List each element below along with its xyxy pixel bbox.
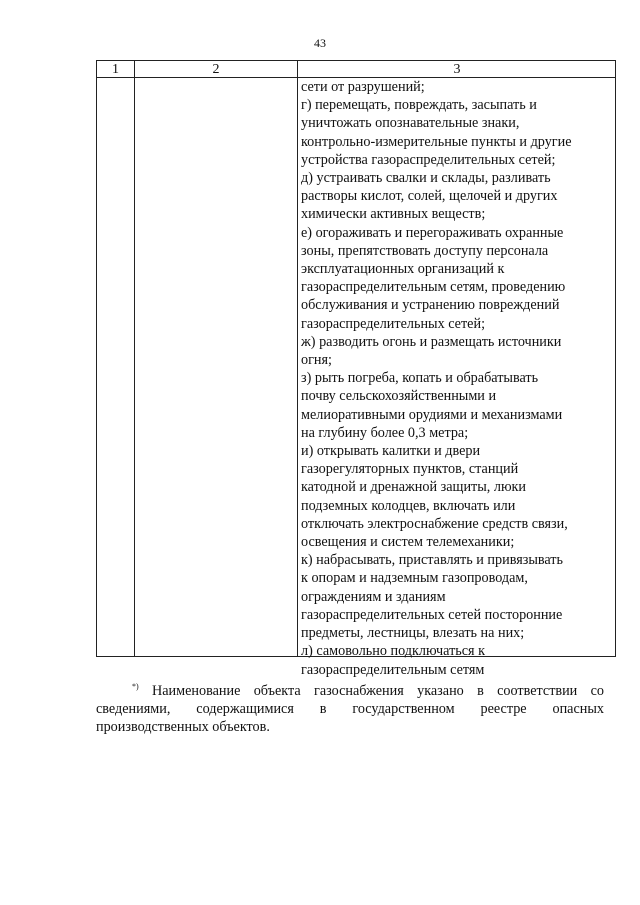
- requirements-table: [96, 60, 616, 678]
- text-line: контрольно-измерительные пункты и другие: [301, 133, 572, 150]
- text-line: предметы, лестницы, влезать на них;: [301, 625, 525, 642]
- text-line: г) перемещать, повреждать, засыпать и: [301, 97, 537, 114]
- text-line: газорегуляторных пунктов, станций: [301, 461, 519, 478]
- column-divider: [134, 61, 135, 656]
- column-header-3: 3: [453, 62, 461, 77]
- text-line: мелиоративными орудиями и механизмами: [301, 406, 563, 423]
- text-line: ж) разводить огонь и размещать источники: [301, 333, 562, 350]
- text-line: е) огораживать и перегораживать охранные: [301, 224, 564, 241]
- footnote-text: Наименование объекта газоснабжения указано в соответствии со сведениями, содержащимися в государственном реестре опасных производственных объектов.: [96, 683, 604, 735]
- text-line: устройства газораспределительных сетей;: [301, 151, 556, 168]
- text-line: к) набрасывать, приставлять и привязывать: [301, 552, 563, 569]
- text-line: ограждениям и зданиям: [301, 588, 446, 605]
- text-line: химически активных веществ;: [301, 206, 486, 223]
- column-3-text: [301, 78, 615, 679]
- footnote: [96, 678, 604, 736]
- text-line: на глубину более 0,3 метра;: [301, 424, 469, 441]
- text-line: сети от разрушений;: [301, 79, 425, 95]
- column-header-2: 2: [212, 62, 220, 77]
- text-line: отключать электроснабжение средств связи,: [301, 515, 568, 532]
- page-number: 43: [314, 36, 326, 50]
- column-divider: [297, 61, 298, 656]
- text-line: эксплуатационных организаций к: [301, 261, 505, 278]
- text-line: д) устраивать свалки и склады, разливать: [301, 170, 551, 187]
- text-line: растворы кислот, солей, щелочей и других: [301, 188, 558, 205]
- text-line: и) открывать калитки и двери: [301, 443, 481, 460]
- text-line: зоны, препятствовать доступу персонала: [301, 242, 549, 259]
- text-line: огня;: [301, 352, 332, 369]
- text-line: подземных колодцев, включать или: [301, 497, 516, 514]
- column-header-1: 1: [112, 62, 119, 77]
- text-line: почву сельскохозяйственными и: [301, 388, 497, 405]
- text-line: газораспределительных сетей;: [301, 315, 486, 332]
- footnote-paragraph: [96, 678, 604, 736]
- text-line: обслуживания и устранению повреждений: [301, 297, 560, 314]
- text-line: газораспределительным сетям: [301, 661, 485, 678]
- footnote-marker: *): [132, 682, 139, 691]
- text-line: уничтожать опознавательные знаки,: [301, 115, 520, 132]
- text-line: з) рыть погреба, копать и обрабатывать: [301, 370, 539, 387]
- text-line: катодной и дренажной защиты, люки: [301, 479, 527, 496]
- text-line: к опорам и надземным газопроводам,: [301, 570, 528, 587]
- text-line: газораспределительных сетей посторонние: [301, 606, 563, 623]
- text-line: газораспределительным сетям, проведению: [301, 279, 566, 296]
- text-line: освещения и систем телемеханики;: [301, 534, 515, 551]
- text-line: л) самовольно подключаться к: [301, 643, 486, 660]
